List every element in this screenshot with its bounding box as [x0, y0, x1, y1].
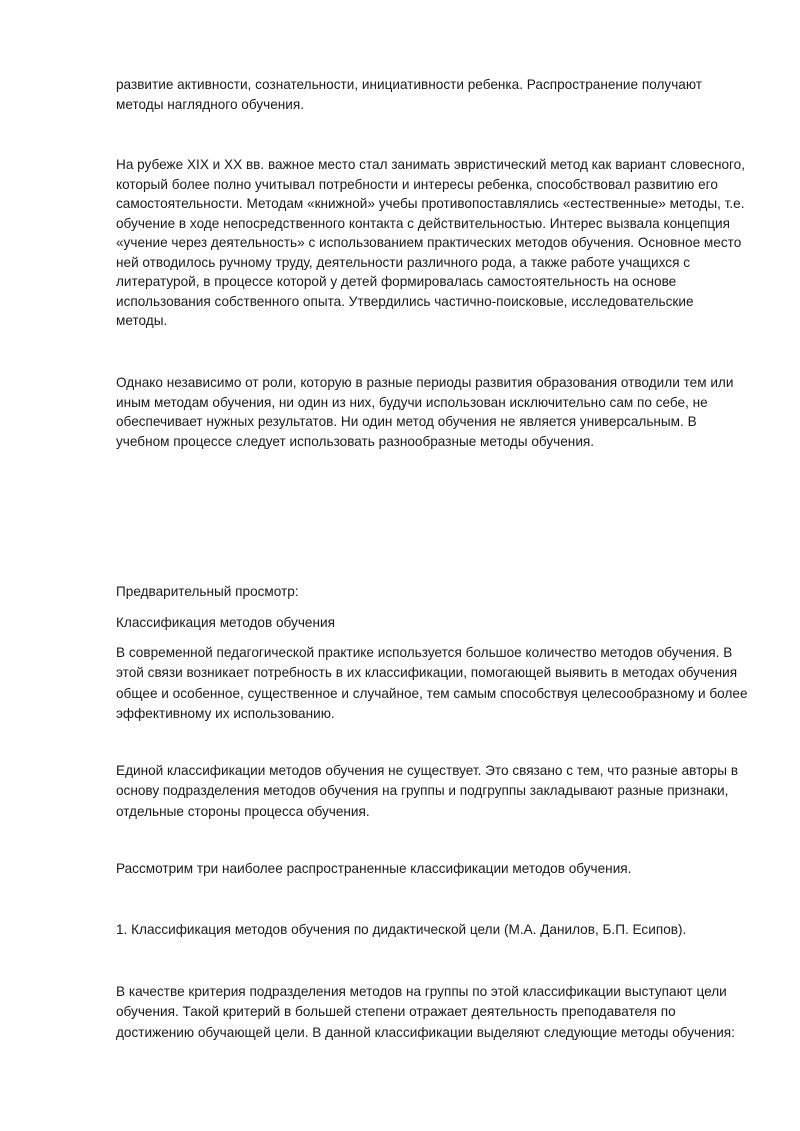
paragraph-heuristic-method: На рубеже XIX и XX вв. важное место стал занимать эвристический метод как вариант словесного, который более полно учитывал потребности и интересы ребенка, способствовал развитию его самостоятельности. Методам «книжной» учебы противопоставлялись «естественные» методы, т.е. обучение в ходе непосредственного контакта с действительностью. Интерес вызвала концепция «учение через деятельность» с использованием практических методов обучения. Основное место ней отводилось ручному труду, деятельности различного рода, а также работе учащихся с литературой, в процессе которой у детей формировалась самостоятельность на основе использования собственного опыта. Утвердились частично-поисковые, исследовательские методы. — [116, 157, 746, 328]
paragraph-no-universal-method: Однако независимо от роли, которую в разные периоды развития образования отводили тем или иным методам обучения, ни один из них, будучи использован исключительно сам по себе, не обеспечивает нужных результатов. Ни один метод обучения не является универсальным. В учебном процессе следует использовать разнообразные методы обучения. — [116, 375, 734, 449]
section-title: Классификация методов обучения — [116, 615, 335, 630]
paragraph-classification-1: 1. Классификация методов обучения по дидактической цели (М.А. Данилов, Б.П. Есипов). — [116, 922, 687, 937]
paragraph-classification-need: В современной педагогической практике используется большое количество методов обучения. В этой связи возникает потребность в их классификации, помогающей выявить в методах обучения общее и особенное, существенное и случайное, тем самым способствуя целесообразному и более эффективному их использованию. — [116, 645, 748, 722]
paragraph-no-single-classification: Единой классификации методов обучения не существует. Это связано с тем, что разные авторы в основу подразделения методов обучения на группы и подгруппы закладывают разные признаки, отдельные стороны процесса обучения. — [116, 763, 739, 819]
paragraph-criterion: В качестве критерия подразделения методов на группы по этой классификации выступают цели обучения. Такой критерий в большей степени отражает деятельность преподавателя по достижению обучающей цели. В данной классификации выделяют следующие методы обучения: — [116, 984, 735, 1040]
paragraph-visual-methods: развитие активности, сознательности, инициативности ребенка. Распространение получают методы наглядного обучения. — [116, 77, 702, 112]
paragraph-three-classifications: Рассмотрим три наиболее распространенные классификации методов обучения. — [116, 861, 632, 876]
preview-label: Предварительный просмотр: — [116, 584, 299, 599]
